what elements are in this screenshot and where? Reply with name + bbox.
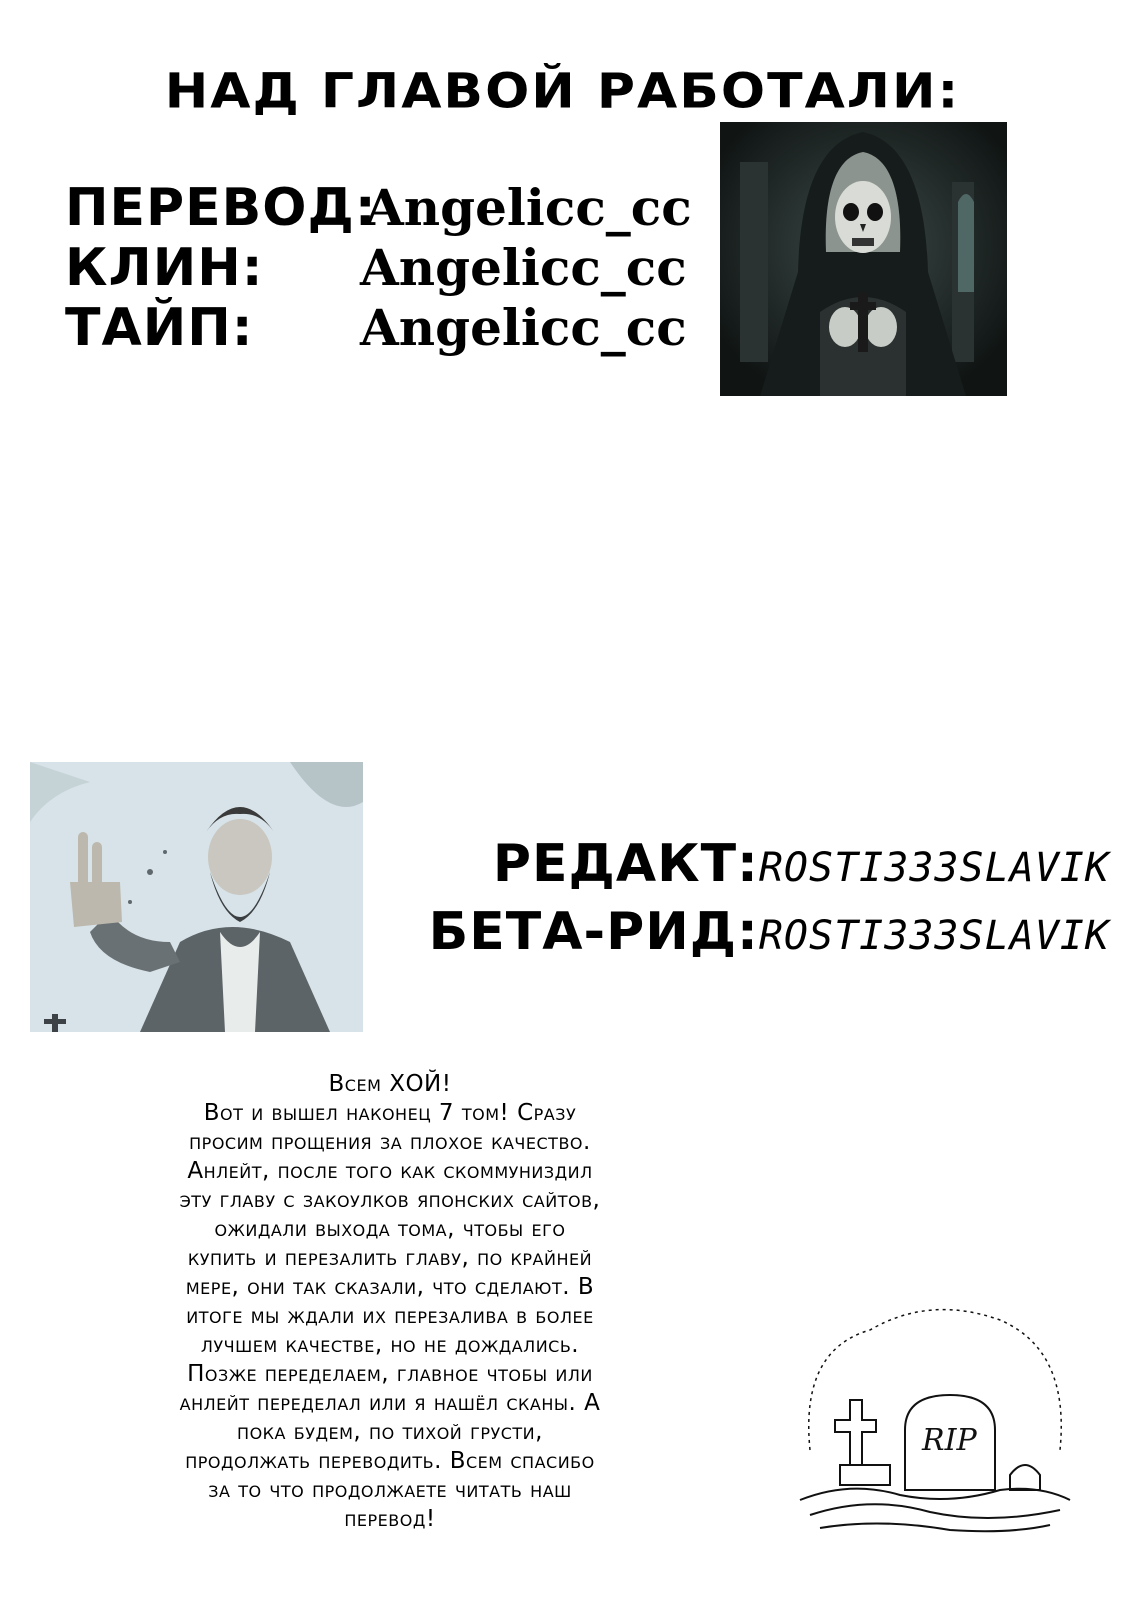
credit-name-beta: ROSTI333SLAVIK [758, 913, 1110, 959]
tombstone-label: RIP [922, 1423, 977, 1458]
credit-name-translation: Angelicc_cc [365, 178, 692, 237]
team-message: Всем ХОЙ! Вот и вышел наконец 7 том! Сразу просим прощения за плохое качество. Анлейт, после того как скоммуниздил эту главу с закоулков японских сайтов, ожидали выхода тома, чтобы его купить и перезалить главу, по крайней мере, они так сказали, что сделают. В итоге мы ждали их перезалива в более лучшем качестве, но не дождались. Позже переделаем, главное чтобы или анлейт переделал или я нашёл сканы. А пока будем, по тихой грусти, продолжать переводить. Всем спасибо за то что продолжаете читать наш перевод! [179, 1071, 601, 1532]
credit-role-edit: РЕДАКТ: [492, 834, 759, 894]
credit-line-beta [370, 900, 1110, 968]
credit-name-clean: Angelicc_cc [360, 238, 687, 297]
credit-role-beta: БЕТА-РИД: [428, 902, 759, 962]
page-title: НАД ГЛАВОЙ РАБОТАЛИ: [164, 64, 961, 120]
credit-name-edit: ROSTI333SLAVIK [758, 845, 1110, 891]
credit-role-clean: КЛИН: [65, 238, 264, 298]
nun-illustration [720, 122, 1007, 396]
credit-name-typeset: Angelicc_cc [360, 298, 687, 357]
credits-bottom [370, 832, 1110, 968]
tombstone-doodle [790, 1290, 1080, 1540]
credit-line-edit [370, 832, 1110, 900]
bearded-man-illustration [30, 762, 363, 1032]
credit-role-translation: ПЕРЕВОД: [65, 178, 377, 238]
credit-role-typeset: ТАЙП: [65, 298, 254, 358]
